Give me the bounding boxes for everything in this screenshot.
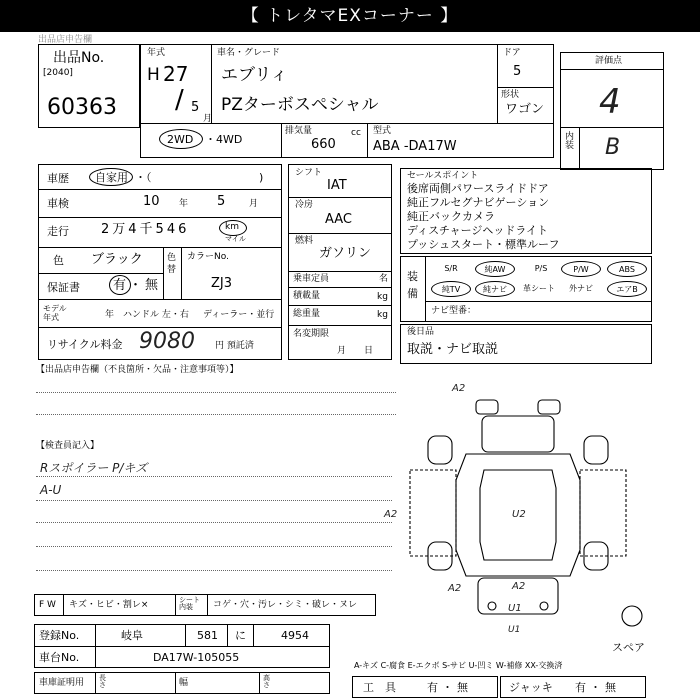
gross-label: 総重量 <box>293 309 321 319</box>
inspector-note: Rスポイラー P/キズ <box>40 461 148 475</box>
ruled-line <box>36 476 392 477</box>
fuel-label: 燃料 <box>295 236 314 246</box>
width-label: 幅 <box>179 678 189 688</box>
year-era: H <box>147 65 160 85</box>
equip-airbag: エアB <box>607 281 647 297</box>
jack-row <box>500 676 646 698</box>
shaken-year: 10 <box>143 194 160 209</box>
height-label: 高さ <box>263 674 270 689</box>
equip-tv: 純TV <box>431 281 471 297</box>
ac-value: AAC <box>325 212 352 227</box>
warranty-value: 有・無 <box>113 278 162 293</box>
jack-value: 有・無 <box>575 681 620 694</box>
damage-mark: U1 <box>508 603 522 614</box>
warranty-label: 保証書 <box>47 281 80 294</box>
shape-label: 形状 <box>501 90 520 100</box>
capacity-unit: 名 <box>379 274 389 284</box>
color-no-label: カラーNo. <box>187 252 229 262</box>
mileage-label: 走行 <box>47 225 69 238</box>
paren-close: ) <box>259 171 264 184</box>
jack-label: ジャッキ <box>509 681 553 694</box>
lot-box <box>38 44 140 128</box>
reg-class: 581 <box>197 629 218 642</box>
mileage-value: 2万4千546 <box>101 222 190 237</box>
seat-label: シート内装 <box>179 596 200 611</box>
shaken-month: 5 <box>217 194 226 209</box>
diagram-part <box>488 602 496 610</box>
ruled-line <box>36 522 392 523</box>
divider <box>289 233 391 234</box>
equip-ps: P/S <box>534 264 548 273</box>
divider <box>175 595 176 615</box>
diagram-part <box>482 416 554 452</box>
diagram-part <box>622 606 642 626</box>
divider <box>227 625 228 646</box>
fw-items: キズ・ヒビ・割レ× <box>69 600 149 610</box>
divider <box>39 299 281 300</box>
lot-label: 出品No. <box>53 50 105 66</box>
divider <box>289 287 391 288</box>
divider <box>289 197 391 198</box>
model-year-unit: 年 <box>105 310 115 320</box>
divider <box>39 217 281 218</box>
equip-navi: 純ナビ <box>475 281 515 297</box>
ruled-line <box>36 414 396 415</box>
displacement-label: 排気量 <box>285 126 313 136</box>
equip-pw: P/W <box>561 261 601 277</box>
damage-mark: U2 <box>512 509 526 520</box>
month-unit: 月 <box>203 114 213 124</box>
mile-unit: マイル <box>225 235 246 243</box>
doors-value: 5 <box>513 64 522 79</box>
later-label: 後日品 <box>407 327 435 337</box>
interior-label: 内装 <box>565 132 575 151</box>
divider <box>289 305 391 306</box>
equip-ext-navi: 外ナビ <box>569 284 593 293</box>
divider <box>39 327 281 328</box>
form-faint-label: 出品店申告欄 <box>38 35 93 45</box>
color-value: ブラック <box>91 252 143 267</box>
color-label: 色 <box>53 254 64 267</box>
shaken-year-unit: 年 <box>179 199 189 209</box>
damage-mark: A2 <box>384 509 398 520</box>
garage-cert-label: 車庫証明用 <box>39 678 85 688</box>
reg-change-label: 名変期限 <box>293 329 330 339</box>
diagram-part <box>476 400 498 414</box>
recycle-value: 9080 <box>139 329 195 354</box>
model-year-label: モデル年式 <box>43 304 67 322</box>
divider <box>211 45 212 123</box>
later-box <box>400 324 652 364</box>
year-value: 27 <box>163 62 189 86</box>
inspector-label: 【検査員記入】 <box>36 441 100 451</box>
sales-point: ディスチャージヘッドライト <box>407 224 549 237</box>
displacement-value: 660 <box>311 137 336 152</box>
divider <box>39 247 281 248</box>
divider <box>289 271 391 272</box>
car-info-box <box>140 44 554 158</box>
load-unit: kg <box>377 292 388 302</box>
recycle-label: リサイクル料金 <box>47 338 123 351</box>
seat-items: コゲ・穴・汚レ・シミ・破レ・ヌレ <box>213 600 358 610</box>
diagram-part <box>538 400 560 414</box>
ruled-line <box>36 570 392 571</box>
divider <box>39 273 163 274</box>
divider <box>561 69 663 70</box>
fuel-value: ガソリン <box>319 246 372 261</box>
lot-sub: [2040] <box>43 68 73 78</box>
ruled-line <box>36 392 396 393</box>
spare-label: スペア <box>612 641 645 654</box>
damage-mark: A2 <box>512 581 526 592</box>
sales-box <box>400 168 652 254</box>
length-label: 長さ <box>99 674 106 689</box>
diagram-part <box>428 436 452 464</box>
divider <box>367 123 368 157</box>
sales-point: プッシュスタート・標準ルーフ <box>407 238 560 251</box>
gross-unit: kg <box>377 310 388 320</box>
history-box <box>38 164 282 360</box>
reg-change-unit: 月 日 <box>337 346 374 356</box>
diagram-part <box>584 436 608 464</box>
color-no-value: ZJ3 <box>211 276 233 291</box>
divider <box>425 257 426 321</box>
damage-mark: A2 <box>452 383 466 394</box>
divider <box>425 301 651 302</box>
declare-label: 【出品店申告欄（不良箇所・欠品・注意事項等）】 <box>36 365 239 375</box>
sales-label: セールスポイント <box>407 171 479 181</box>
shift-label: シフト <box>295 168 323 178</box>
garage-cert-row <box>34 672 330 694</box>
divider <box>141 123 553 124</box>
type-value: ABA -DA17W <box>373 139 457 154</box>
score-value: 4 <box>599 82 621 122</box>
registration-table <box>34 624 330 668</box>
header-banner <box>0 0 700 32</box>
equipment-box <box>400 256 652 322</box>
year-label: 年式 <box>147 48 166 58</box>
divider <box>207 595 208 615</box>
doors-label: ドア <box>503 48 521 58</box>
divider <box>259 673 260 693</box>
car-diagram <box>400 380 660 642</box>
tools-row <box>352 676 498 698</box>
shaken-month-unit: 月 <box>249 199 259 209</box>
reg-number: 4954 <box>281 629 309 642</box>
equip-alloy-wheel: 純AW <box>475 261 515 277</box>
shaken-label: 車検 <box>47 197 69 210</box>
sales-point: 純正フルセグナビゲーション <box>407 196 550 209</box>
divider <box>163 247 164 299</box>
divider <box>289 325 391 326</box>
equip-leather: 革シート <box>523 284 555 293</box>
name-label: 車名・グレード <box>217 48 281 58</box>
chassis-label: 車台No. <box>39 651 80 664</box>
car-grade: PZターボスペシャル <box>221 95 379 115</box>
later-value: 取説・ナビ取説 <box>407 342 499 357</box>
ruled-line <box>36 546 392 547</box>
car-name: エブリィ <box>221 65 288 85</box>
divider <box>497 45 498 123</box>
divider <box>63 595 64 615</box>
divider <box>497 87 553 88</box>
shape-value: ワゴン <box>505 102 545 117</box>
color-change-label: 色替 <box>167 253 177 275</box>
rekisha-value: 自家用 <box>95 171 128 184</box>
reg-place: 岐阜 <box>121 629 143 642</box>
divider <box>185 625 186 646</box>
fw-row <box>34 594 376 616</box>
divider <box>281 123 282 157</box>
month-value: 5 <box>191 100 200 115</box>
divider <box>561 127 663 128</box>
sales-point: 純正バックカメラ <box>407 210 495 223</box>
damage-mark: U1 <box>508 625 521 635</box>
divider <box>35 646 329 647</box>
divider <box>579 127 580 169</box>
handle-option: ハンドル 左・右 <box>123 310 189 320</box>
sales-point: 後席両側パワースライドドア <box>407 182 549 195</box>
header-title: 【 トレタマEXコーナー 】 <box>241 6 459 26</box>
equip-sr: S/R <box>444 264 458 273</box>
interior-value: B <box>605 135 621 160</box>
capacity-label: 乗車定員 <box>293 274 330 284</box>
divider <box>175 673 176 693</box>
tools-label: 工 具 <box>363 681 396 694</box>
slash: / <box>175 85 184 115</box>
divider <box>39 189 281 190</box>
tools-value: 有・無 <box>427 681 472 694</box>
ruled-line <box>36 500 392 501</box>
navi-model-label: ナビ型番： <box>431 306 477 316</box>
spec-box <box>288 164 392 360</box>
rekisha-paren: ・（ <box>135 171 152 184</box>
equipment-label: 装備 <box>407 270 418 300</box>
divider <box>95 673 96 693</box>
damage-mark: A2 <box>448 583 462 594</box>
cc-unit: cc <box>351 128 361 138</box>
type-label: 型式 <box>373 126 392 136</box>
reg-kana: に <box>235 629 246 642</box>
score-label: 評価点 <box>595 56 623 66</box>
ac-label: 冷房 <box>295 200 314 210</box>
inspector-note: A-U <box>40 483 62 497</box>
score-box <box>560 52 664 170</box>
chassis-number: DA17W-105055 <box>153 651 240 664</box>
drive-4wd: ・4WD <box>205 133 243 146</box>
shift-value: IAT <box>327 178 347 193</box>
divider <box>181 247 182 299</box>
drive-2wd: 2WD <box>167 133 194 146</box>
reg-label: 登録No. <box>39 629 80 642</box>
fw-label: F W <box>39 600 56 610</box>
equip-abs: ABS <box>607 261 647 277</box>
lot-number: 60363 <box>47 95 117 120</box>
diagram-part <box>540 602 548 610</box>
recycle-unit: 円 預託済 <box>215 341 254 351</box>
km-unit: km <box>225 222 239 232</box>
divider <box>253 625 254 646</box>
legend: A-キズ C-腐食 E-エクボ S-サビ U-凹ミ W-補修 XX-交換済 <box>354 661 563 670</box>
rekisha-label: 車歴 <box>47 172 69 185</box>
dealer-option: ディーラー・並行 <box>203 310 275 320</box>
load-label: 積載量 <box>293 291 321 301</box>
